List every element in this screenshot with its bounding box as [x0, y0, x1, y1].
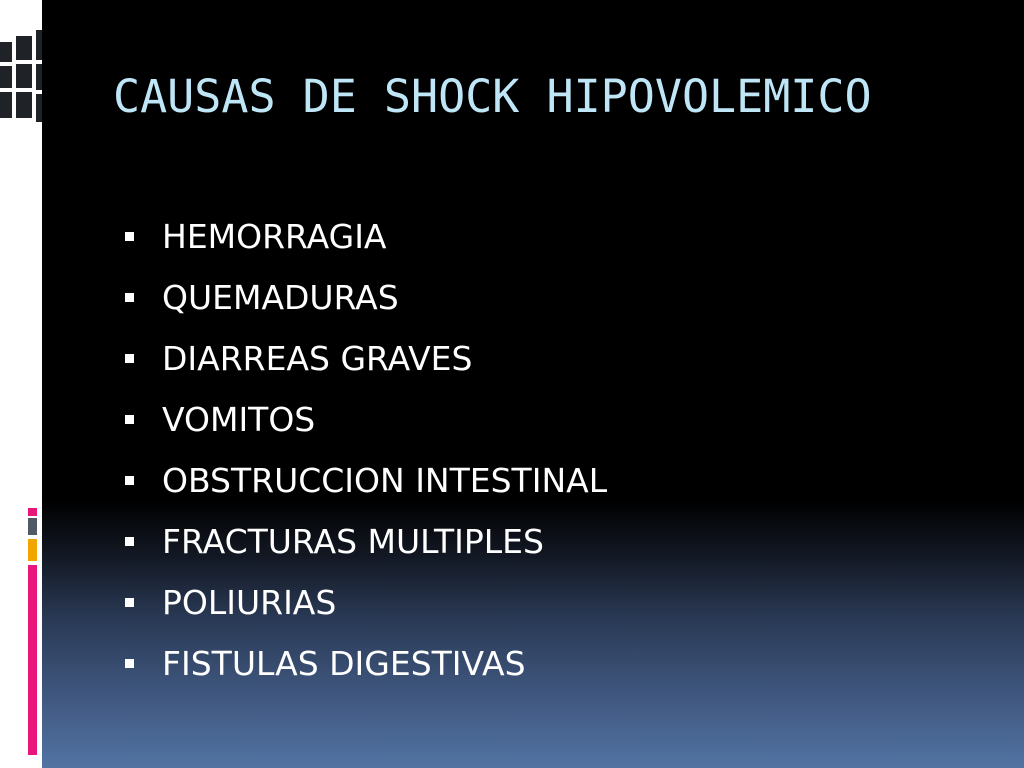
square-bullet-icon — [125, 659, 134, 668]
bullet-text: FISTULAS DIGESTIVAS — [162, 644, 526, 683]
bullet-text: DIARREAS GRAVES — [162, 339, 473, 378]
list-item — [122, 267, 607, 328]
accent-bar-pink-long — [28, 565, 37, 755]
square-bullet-icon — [125, 537, 134, 546]
square-bullet-icon — [125, 354, 134, 363]
bullet-text: POLIURIAS — [162, 583, 337, 622]
list-item — [122, 328, 607, 389]
list-item — [122, 450, 607, 511]
window-panes-icon — [0, 0, 42, 160]
bullet-text: FRACTURAS MULTIPLES — [162, 522, 544, 561]
list-item — [122, 633, 607, 694]
bullet-text: VOMITOS — [162, 400, 316, 439]
bullet-list — [122, 206, 607, 694]
accent-bar-gray — [28, 518, 37, 535]
square-bullet-icon — [125, 598, 134, 607]
list-item — [122, 389, 607, 450]
square-bullet-icon — [125, 476, 134, 485]
list-item — [122, 206, 607, 267]
accent-bar-yellow — [28, 539, 37, 561]
slide-title: CAUSAS DE SHOCK HIPOVOLEMICO — [113, 70, 872, 123]
left-margin-strip — [0, 0, 42, 768]
bullet-text: QUEMADURAS — [162, 278, 399, 317]
accent-bar-pink-top — [28, 508, 37, 516]
square-bullet-icon — [125, 232, 134, 241]
square-bullet-icon — [125, 415, 134, 424]
bullet-text: OBSTRUCCION INTESTINAL — [162, 461, 608, 500]
bullet-text: HEMORRAGIA — [162, 217, 387, 256]
list-item — [122, 572, 607, 633]
list-item — [122, 511, 607, 572]
square-bullet-icon — [125, 293, 134, 302]
